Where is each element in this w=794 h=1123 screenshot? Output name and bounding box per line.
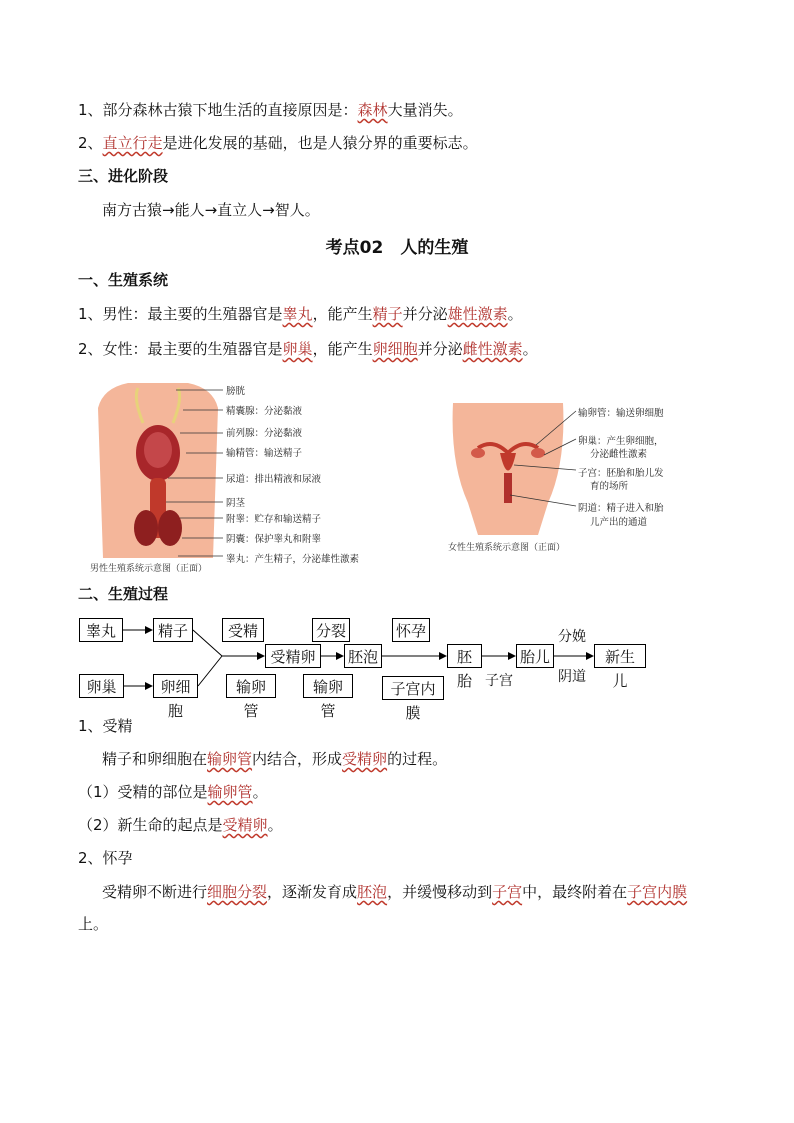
male-label: 膀胱 — [226, 386, 246, 397]
highlight: 受精卵 — [222, 816, 268, 834]
text: （1）受精的部位是 — [78, 783, 208, 801]
flow-division-box: 分裂 — [312, 618, 350, 642]
highlight: 睾丸 — [282, 305, 313, 323]
pregnancy-heading: 2、怀孕 — [78, 849, 133, 867]
text: 受精卵不断进行 — [102, 883, 208, 901]
flow-testis-box: 睾丸 — [79, 618, 123, 642]
male-label: 前列腺：分泌黏液 — [226, 428, 303, 439]
female-label: 儿产出的通道 — [590, 517, 648, 528]
text: 中，最终附着在 — [522, 883, 628, 901]
text: 精子和卵细胞在 — [102, 750, 208, 768]
female-reproductive-figure — [448, 403, 708, 553]
flow-division-place-box: 输卵管 — [303, 674, 353, 698]
text: 。 — [507, 305, 523, 323]
male-label: 精囊腺：分泌黏液 — [226, 406, 303, 417]
flow-pregnancy-box: 怀孕 — [392, 618, 430, 642]
text: 。 — [522, 340, 538, 358]
highlight: 精子 — [372, 305, 403, 323]
text: ，能产生 — [312, 340, 373, 358]
female-label: 阴道：精子进入和胎 — [578, 503, 664, 514]
flow-blastocyst-box: 胚泡 — [344, 644, 382, 668]
female-label: 育的场所 — [590, 481, 629, 492]
text: （2）新生命的起点是 — [78, 816, 223, 834]
pregnancy-paragraph-line-2: 上。 — [78, 915, 109, 933]
male-label: 尿道：排出精液和尿液 — [226, 474, 322, 485]
male-label: 阴囊：保护睾丸和附睾 — [226, 534, 322, 545]
highlight-forest: 森林 — [357, 101, 388, 119]
topic-title: 考点02 人的生殖 — [325, 238, 469, 258]
text: 内结合，形成 — [252, 750, 343, 768]
flow-vagina-text: 阴道 — [558, 669, 586, 685]
question-1 — [78, 782, 268, 802]
text: 2、女性：最主要的生殖器官是 — [78, 340, 283, 358]
male-label: 输精管：输送精子 — [226, 448, 303, 459]
flow-birth-text: 分娩 — [558, 629, 586, 645]
flow-fertilization-place-box: 输卵管 — [226, 674, 276, 698]
male-label: 睾丸：产生精子，分泌雄性激素 — [226, 554, 360, 565]
highlight: 子宫内膜 — [627, 883, 688, 901]
text: 并分泌 — [417, 340, 463, 358]
text: ，逐渐发育成 — [267, 883, 358, 901]
female-label: 分泌雌性激素 — [590, 449, 648, 460]
male-line — [78, 304, 523, 324]
male-reproductive-figure — [88, 378, 388, 574]
text: 。 — [252, 783, 268, 801]
female-figure-caption: 女性生殖系统示意图（正面） — [448, 543, 566, 553]
male-label: 附睾：贮存和输送精子 — [226, 514, 322, 525]
highlight: 雌性激素 — [462, 340, 523, 358]
text: ，并缓慢移动到 — [387, 883, 493, 901]
flow-uterus-text: 子宫 — [485, 673, 513, 689]
flow-endometrium-box: 子宫内膜 — [382, 676, 444, 700]
male-figure-caption: 男性生殖系统示意图（正面） — [90, 564, 208, 574]
highlight: 卵巢 — [282, 340, 313, 358]
highlight: 胚泡 — [357, 883, 388, 901]
female-line — [78, 339, 538, 359]
highlight: 受精卵 — [342, 750, 388, 768]
female-label: 子宫：胚胎和胎儿发 — [578, 468, 664, 479]
pregnancy-paragraph-line-1 — [102, 882, 687, 902]
text: 1、男性：最主要的生殖器官是 — [78, 305, 283, 323]
flow-zygote-box: 受精卵 — [265, 644, 321, 668]
flow-sperm-box: 精子 — [153, 618, 193, 642]
flow-fetus-box: 胎儿 — [516, 644, 554, 668]
evolution-stages: 南方古猿→能人→直立人→智人。 — [102, 201, 320, 219]
text: 的过程。 — [387, 750, 448, 768]
section-reproductive-system-heading: 一、生殖系统 — [78, 271, 169, 289]
intro-line-1 — [78, 100, 463, 120]
flow-ovary-box: 卵巢 — [79, 674, 124, 698]
question-2 — [78, 815, 283, 835]
section-evolution-heading: 三、进化阶段 — [78, 167, 169, 185]
text: 大量消失。 — [387, 101, 463, 119]
highlight: 卵细胞 — [372, 340, 418, 358]
flow-newborn-box: 新生儿 — [594, 644, 646, 668]
highlight: 雄性激素 — [447, 305, 508, 323]
highlight-upright: 直立行走 — [102, 134, 163, 152]
highlight: 子宫 — [492, 883, 523, 901]
flow-fertilization-box: 受精 — [222, 618, 264, 642]
highlight: 细胞分裂 — [207, 883, 268, 901]
male-label: 阴茎 — [226, 498, 246, 509]
text: 1、部分森林古猿下地生活的直接原因是： — [78, 101, 358, 119]
female-label: 卵巢：产生卵细胞， — [578, 436, 664, 447]
highlight: 输卵管 — [207, 783, 253, 801]
fertilization-heading: 1、受精 — [78, 717, 133, 735]
female-label: 输卵管：输送卵细胞 — [578, 408, 664, 419]
text: 是进化发展的基础，也是人猿分界的重要标志。 — [162, 134, 478, 152]
highlight: 输卵管 — [207, 750, 253, 768]
text: ，能产生 — [312, 305, 373, 323]
fertilization-paragraph — [102, 749, 447, 769]
section-process-heading: 二、生殖过程 — [78, 585, 169, 603]
text: 2、 — [78, 134, 103, 152]
text: 。 — [267, 816, 283, 834]
flow-egg-box: 卵细胞 — [153, 674, 198, 698]
intro-line-2 — [78, 133, 478, 153]
text: 并分泌 — [402, 305, 448, 323]
flow-embryo-box: 胚胎 — [447, 644, 482, 668]
